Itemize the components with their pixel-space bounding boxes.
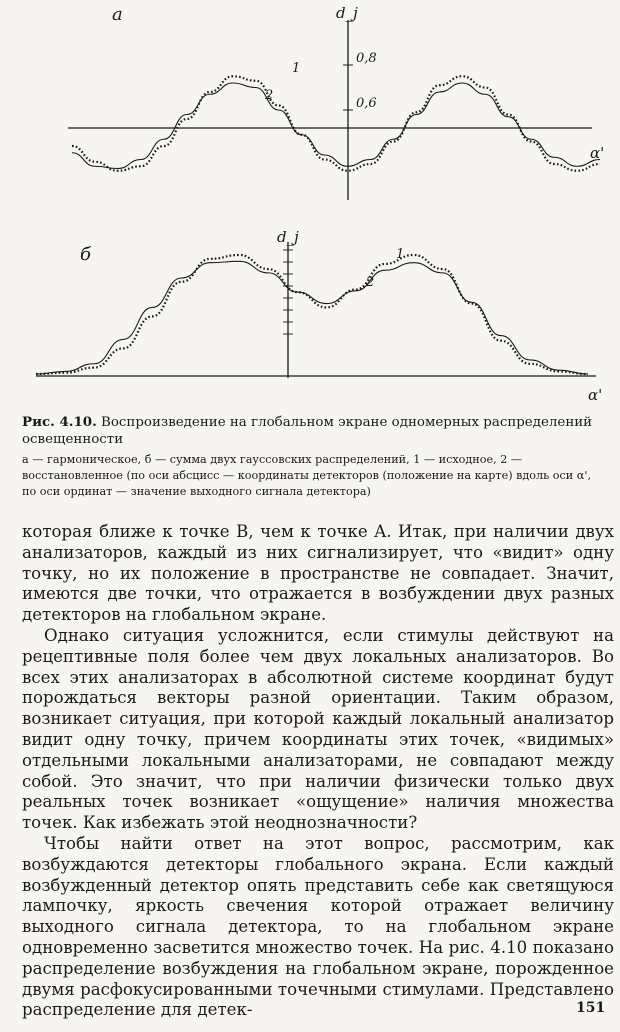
chart-a bbox=[0, 0, 620, 205]
curve-label-2: 2 bbox=[265, 88, 274, 103]
y-tick-label: 0,8 bbox=[356, 51, 377, 66]
figure-caption-title bbox=[22, 414, 608, 448]
figure-panel-a bbox=[0, 0, 620, 205]
curve-label-2: 2 bbox=[366, 275, 375, 290]
panel-label: а bbox=[112, 4, 123, 25]
paragraph-1: которая ближе к точке B, чем к точке A. Итак, при наличии двух анализаторов, каждый из них сигнализирует, что «видит» одну точку, но их положение в пространстве не совпадает. Значит, имеются две точки, что отражается в возбуждении двух разных детекторов на глобальном экране. bbox=[22, 522, 614, 625]
y-axis-label: d_j bbox=[277, 228, 299, 246]
y-tick-label: 0,6 bbox=[356, 96, 377, 111]
curve-label-1: 1 bbox=[292, 61, 301, 76]
page-number: 151 bbox=[576, 1000, 606, 1016]
x-axis-label: α' bbox=[588, 386, 603, 404]
series-1-line bbox=[72, 76, 600, 171]
series-2-line bbox=[72, 83, 600, 169]
paragraph-2: Однако ситуация усложнится, если стимулы действуют на рецептивные поля более чем двух локальных анализаторов. Во всех этих анализаторах в абсолютной системе координат будут порождаться векторы разной ориентации. Таким образом, возникает ситуация, при которой каждый локальный анализатор видит одну точку, причем координаты этих точек, «видимых» отдельными локальными анализаторами, не совпадают между собой. Это значит, что при наличии физически только двух реальных точек возникает «ощущение» наличия множества точек. Как избежать этой неоднозначности? bbox=[22, 625, 614, 833]
figure-panel-b bbox=[0, 228, 620, 408]
chart-b bbox=[0, 228, 620, 408]
paragraph-3: Чтобы найти ответ на этот вопрос, рассмотрим, как возбуждаются детекторы глобального экрана. Если каждый возбужденный детектор опять представить себе как светящуюся лампочку, яркость свечения которой отражает величину выходного сигнала детектора, то на глобальном экране одновременно засветится множество точек. На рис. 4.10 показано распределение возбуждения на глобальном экране, порожденное двумя расфокусированными точечными стимулами. Представлено распределение для детек- bbox=[22, 833, 614, 1020]
figure-caption-legend: а — гармоническое, б — сумма двух гауссовских распределений, 1 — исходное, 2 — восстановленное (по оси абсцисс — координаты детекторов (положение на карте) вдоль оси α', по оси ординат — значение выходного сигнала детектора) bbox=[22, 453, 591, 498]
figure-number: Рис. 4.10. bbox=[22, 414, 97, 430]
curve-label-1: 1 bbox=[396, 247, 405, 262]
y-axis-label: d_j bbox=[336, 4, 358, 22]
body-text bbox=[22, 522, 614, 1021]
panel-label: б bbox=[80, 244, 91, 265]
x-axis-label: α' bbox=[590, 144, 605, 162]
figure-title: Воспроизведение на глобальном экране одномерных распределений освещенности bbox=[22, 415, 593, 447]
series-2-line bbox=[36, 261, 588, 374]
series-1-line bbox=[36, 255, 588, 374]
